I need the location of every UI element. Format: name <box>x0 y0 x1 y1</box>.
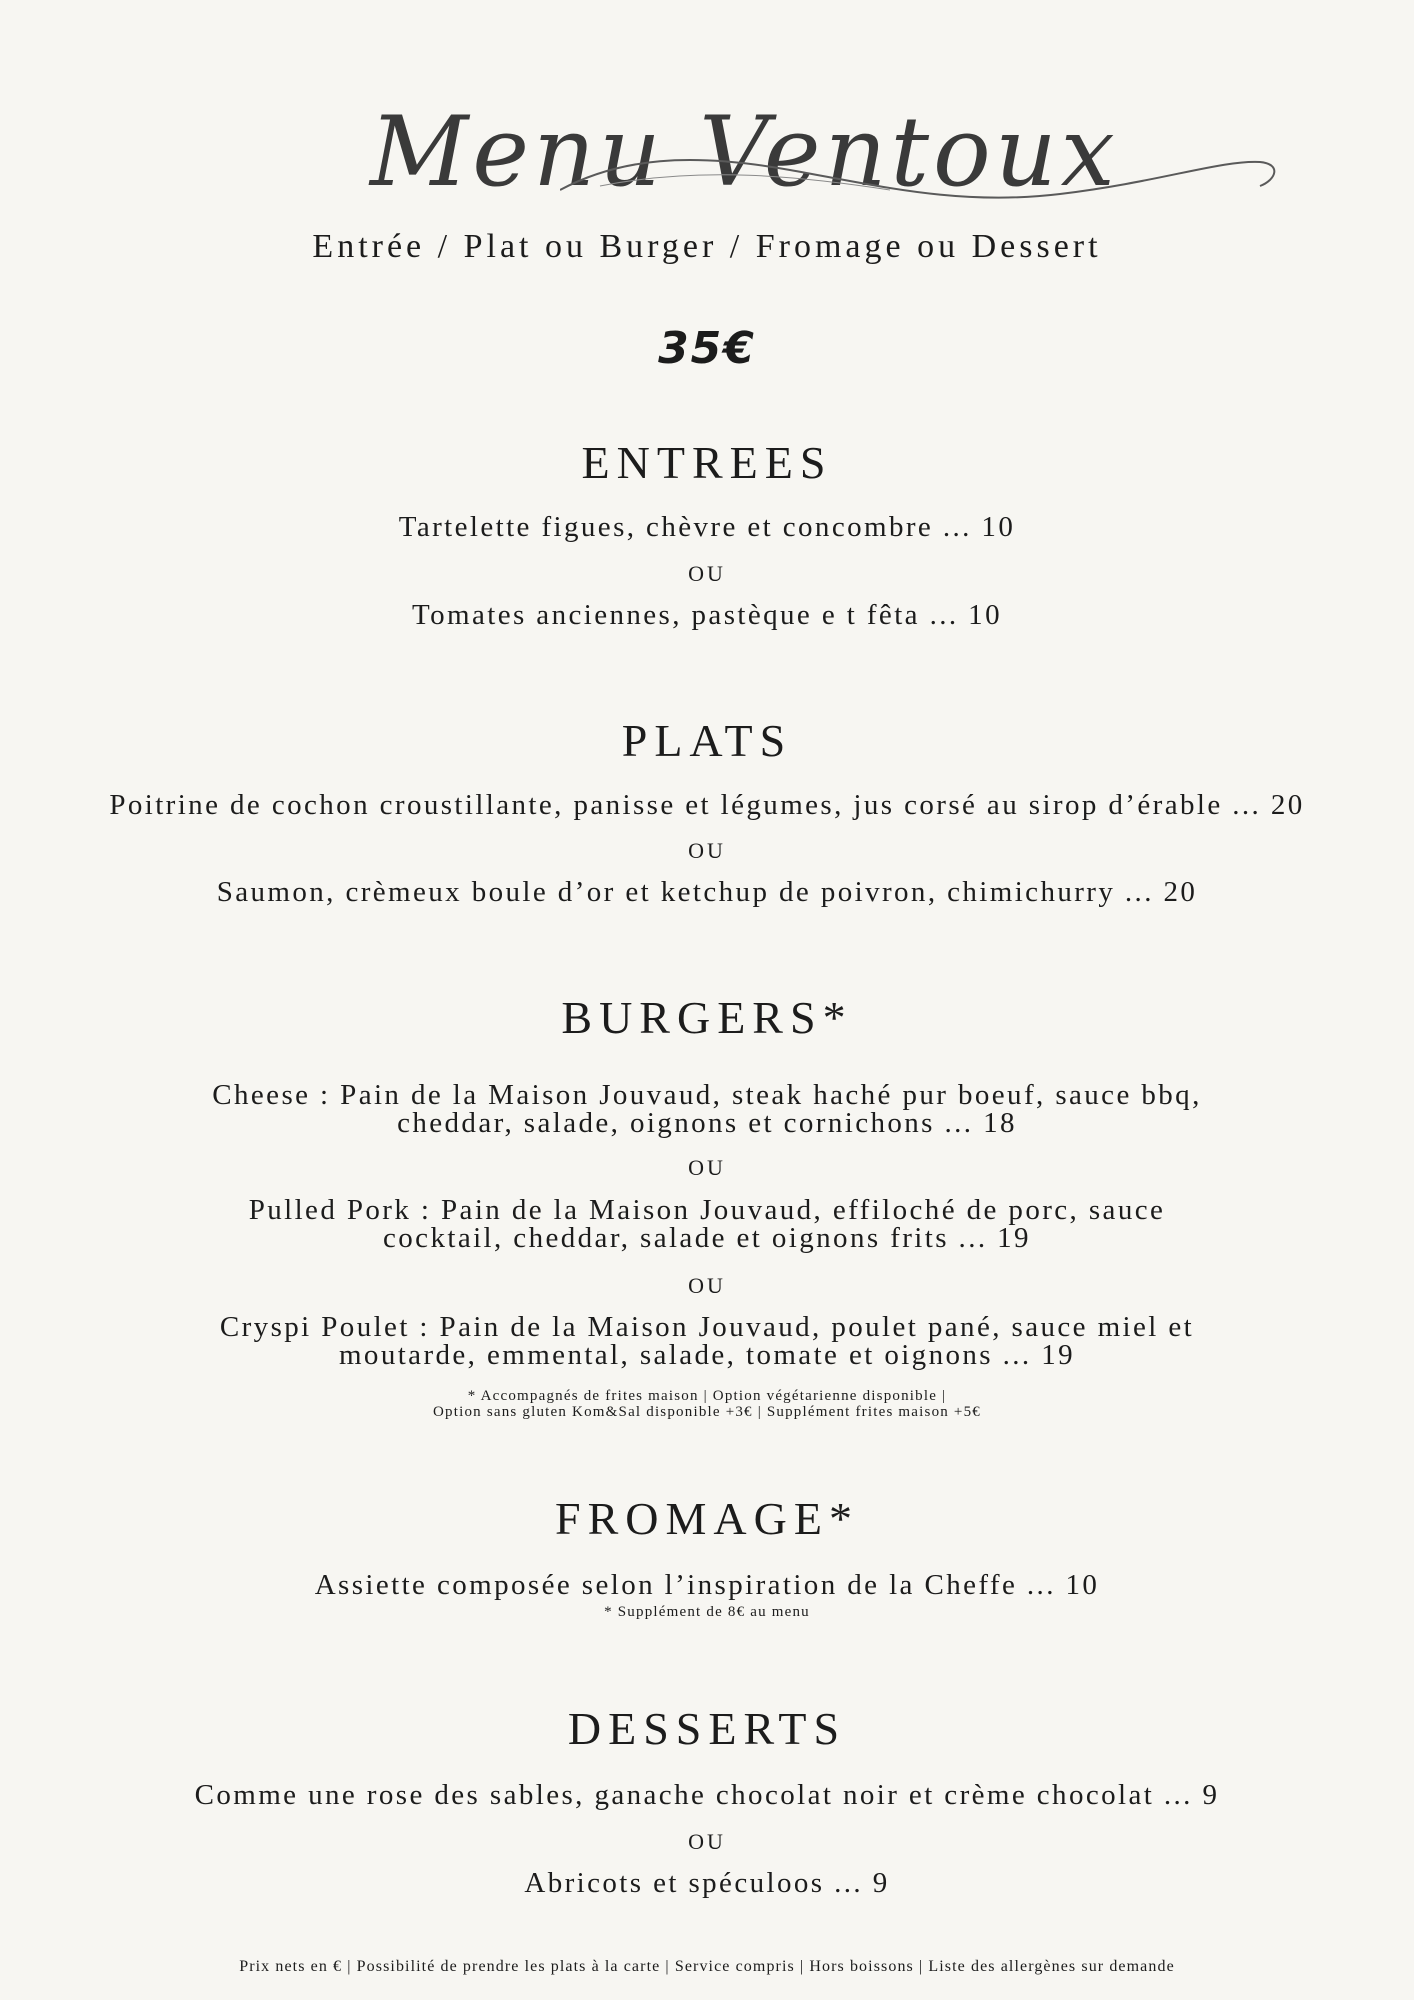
menu-item: Poitrine de cochon croustillante, panisse et légumes, jus corsé au sirop d’érable ... 20 <box>109 789 1305 821</box>
menu-item: Saumon, crèmeux boule d’or et ketchup de poivron, chimichurry ... 20 <box>216 876 1198 908</box>
separator-ou: OU <box>688 1273 726 1298</box>
burgers-note-line: Option sans gluten Kom&Sal disponible +3€ | Supplément frites maison +5€ <box>433 1404 981 1420</box>
menu-item-line: Cheese : Pain de la Maison Jouvaud, steak haché pur boeuf, sauce bbq, <box>212 1079 1202 1111</box>
separator-ou: OU <box>688 1155 726 1180</box>
section-title-desserts: DESSERTS <box>567 1703 847 1754</box>
menu-item-line: Pulled Pork : Pain de la Maison Jouvaud, effiloché de porc, sauce <box>248 1194 1166 1226</box>
menu-title: Menu Ventoux <box>370 96 1119 208</box>
separator-ou: OU <box>688 838 726 863</box>
section-title-fromage: FROMAGE* <box>555 1493 859 1544</box>
menu-item: Abricots et spéculoos ... 9 <box>524 1867 890 1899</box>
separator-ou: OU <box>688 561 726 586</box>
menu-item-line: moutarde, emmental, salade, tomate et oignons ... 19 <box>338 1339 1076 1371</box>
menu-item-line: cheddar, salade, oignons et cornichons ... 18 <box>397 1107 1017 1139</box>
menu-item: Tomates anciennes, pastèque e t fêta ... 10 <box>412 599 1002 631</box>
section-title-entrees: ENTREES <box>581 437 833 488</box>
burgers-note-line: * Accompagnés de frites maison | Option végétarienne disponible | <box>467 1388 947 1404</box>
section-title-burgers: BURGERS* <box>561 992 853 1043</box>
menu-subtitle: Entrée / Plat ou Burger / Fromage ou Dessert <box>312 228 1102 265</box>
menu-item-line: Cryspi Poulet : Pain de la Maison Jouvaud, poulet pané, sauce miel et <box>219 1311 1195 1343</box>
separator-ou: OU <box>688 1829 726 1854</box>
title-swash-ornament <box>560 150 1290 210</box>
menu-item: Assiette composée selon l’inspiration de la Cheffe ... 10 <box>314 1569 1100 1601</box>
menu-price: 35€ <box>658 323 756 374</box>
menu-item-line: cocktail, cheddar, salade et oignons frits ... 19 <box>383 1222 1031 1254</box>
menu-item: Tartelette figues, chèvre et concombre ... 10 <box>398 511 1016 543</box>
footer-note: Prix nets en € | Possibilité de prendre les plats à la carte | Service compris | Hors boissons | Liste des allergènes sur demande <box>239 1958 1175 1975</box>
section-title-plats: PLATS <box>621 715 793 766</box>
fromage-note: * Supplément de 8€ au menu <box>604 1604 810 1620</box>
menu-item: Comme une rose des sables, ganache chocolat noir et crème chocolat ... 9 <box>194 1779 1220 1811</box>
